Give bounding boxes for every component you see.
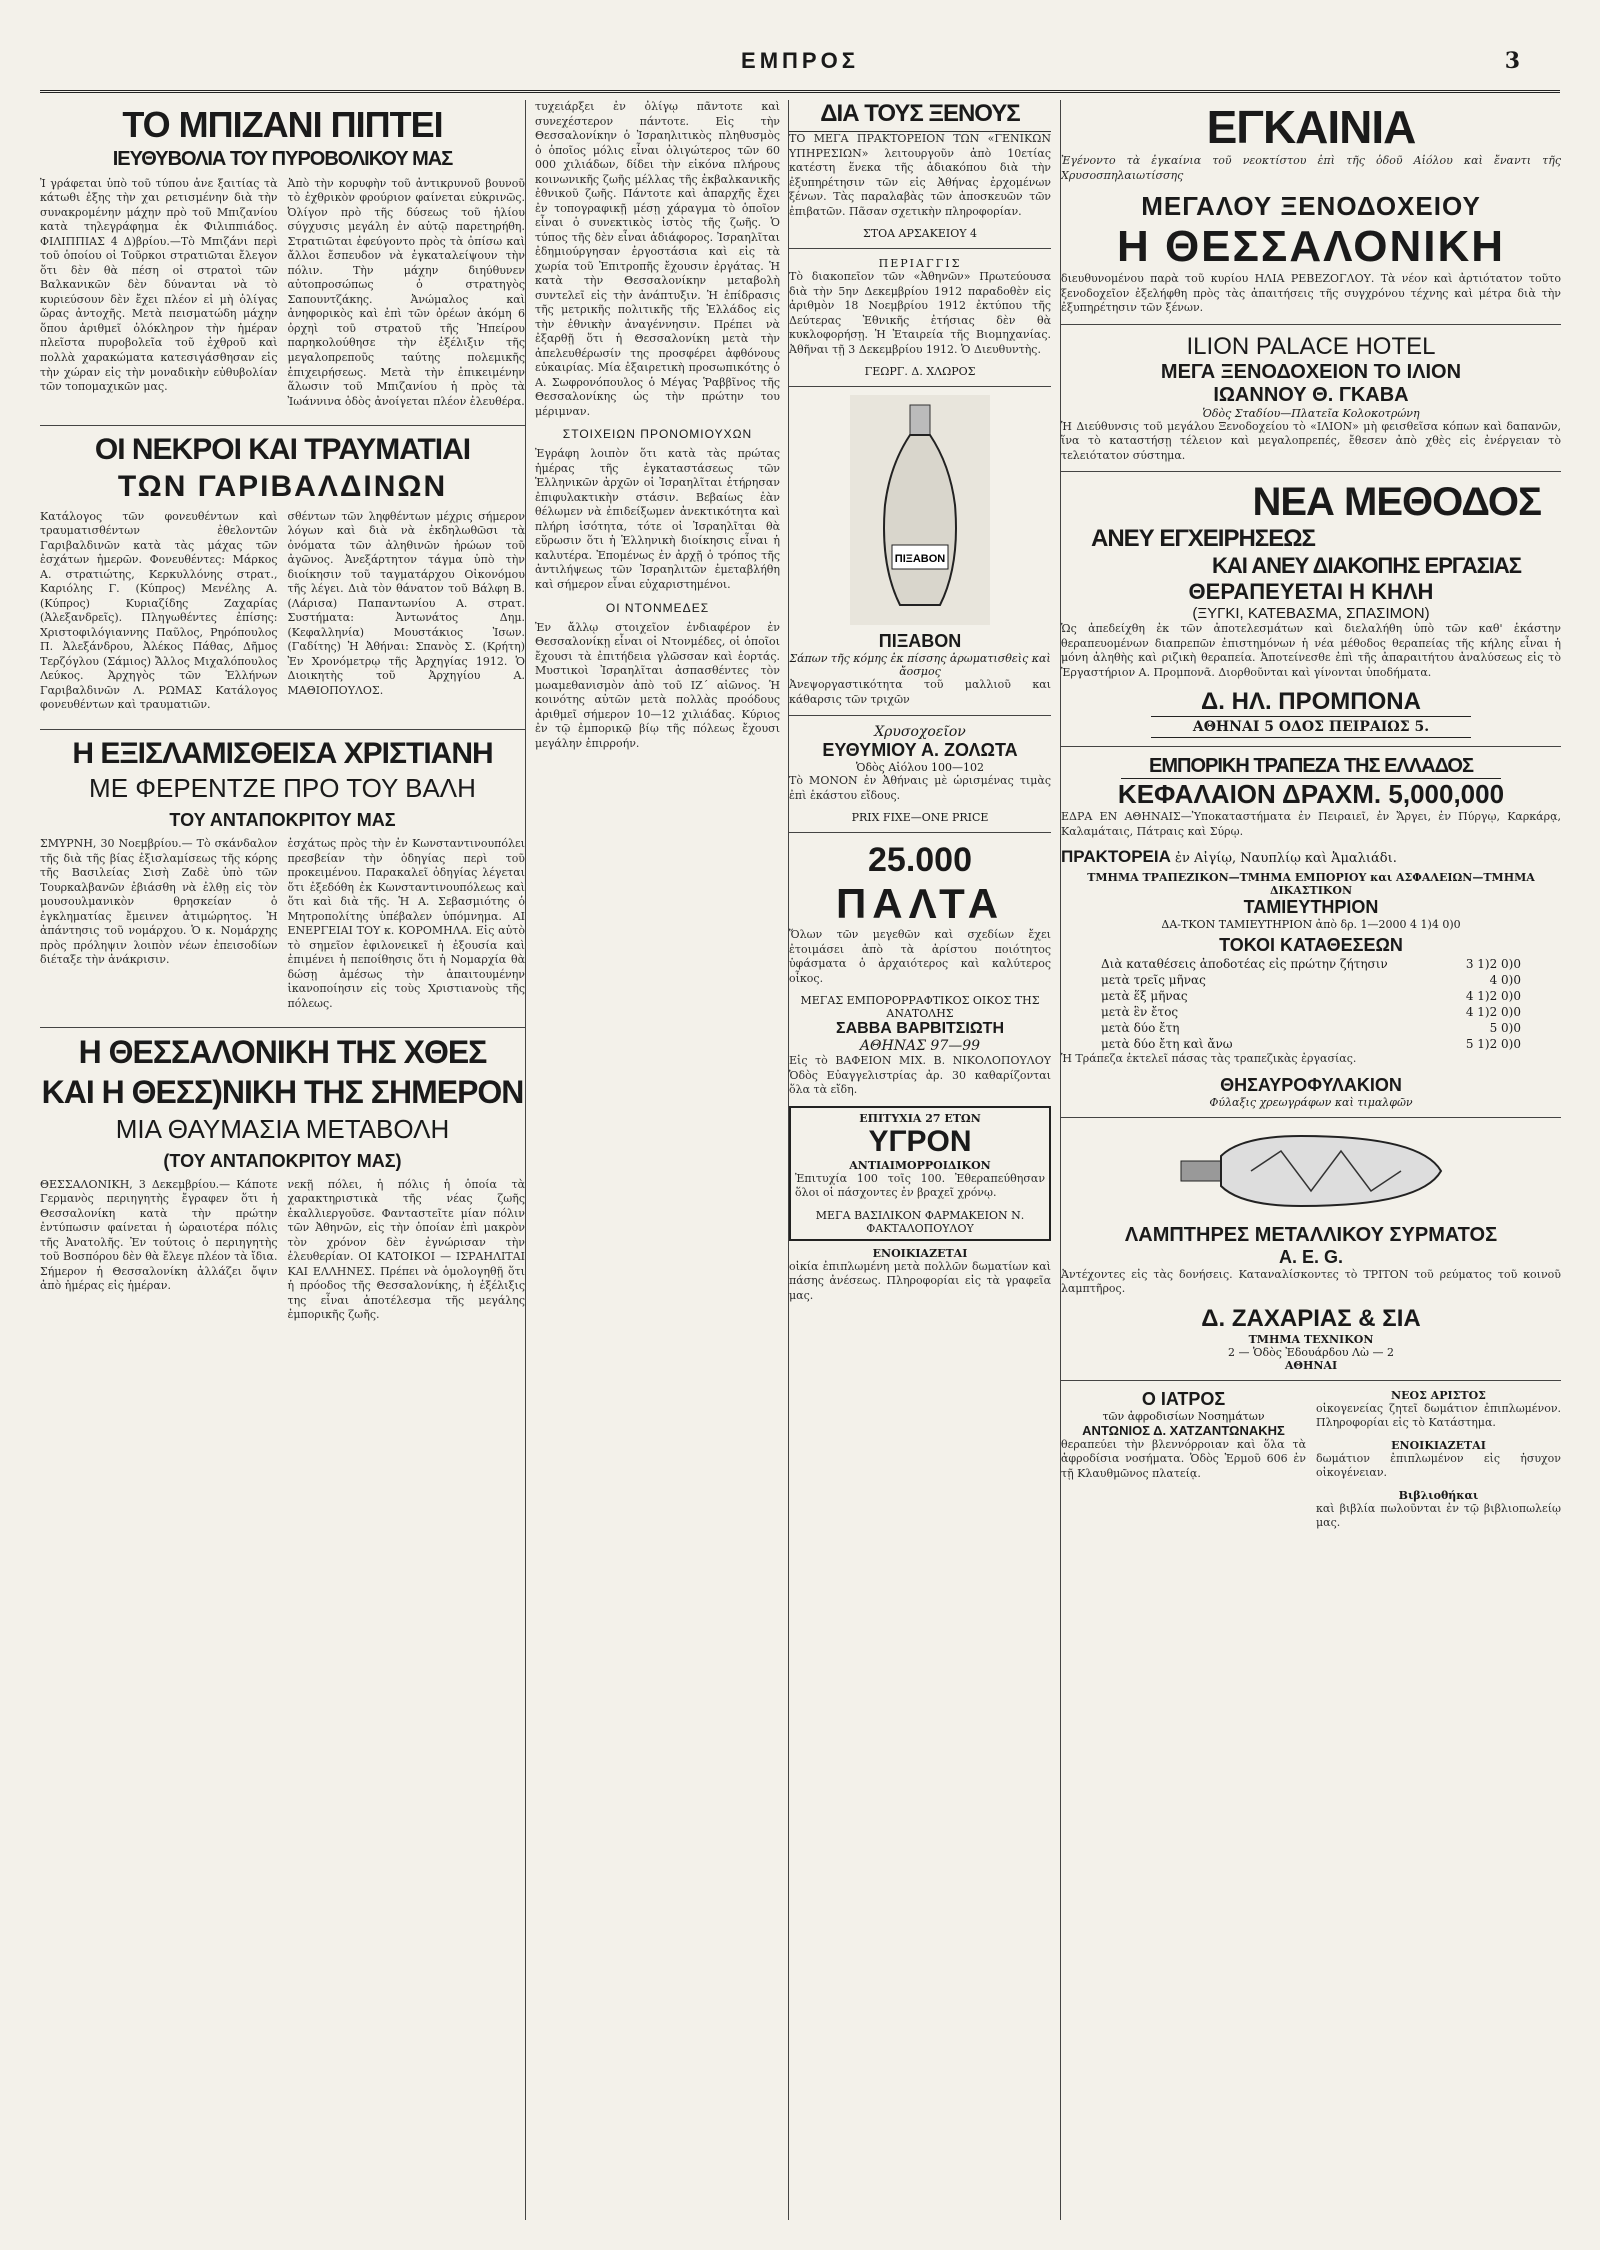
ad-new-method-title: ΝΕΑ ΜΕΘΟΔΟΣ	[1252, 480, 1541, 525]
ad-aeg-address: 2 — Ὁδὸς Ἐδουάρδου Λὼ — 2	[1228, 1345, 1394, 1359]
ad-pixavon	[789, 395, 1051, 707]
bank-departments: ΤΜΗΜΑ ΤΡΑΠΕΖΙΚΟΝ—ΤΜΗΜΑ ΕΜΠΟΡΙΟΥ και ΑΣΦΑΛΕΙΩΝ—ΤΜΗΜΑ ΔΙΚΑΣΤΙΚΟΝ	[1087, 871, 1535, 898]
ad-aeg-title: ΛΑΜΠΤΗΡΕΣ ΜΕΤΑΛΛΙΚΟΥ ΣΥΡΜΑΤΟΣ	[1124, 1223, 1498, 1246]
ad-hotel-name-1: ΜΕΓΑΛΟΥ ΞΕΝΟΔΟΧΕΙΟΥ	[1141, 191, 1481, 222]
ad-foreigners-title: ΔΙΑ ΤΟΥΣ ΞΕΝΟΥΣ	[789, 100, 1051, 132]
ad-books-title: Βιβλιοθήκαι	[1398, 1488, 1479, 1502]
ad-new-method-sub3: ΘΕΡΑΠΕΥΕΤΑΙ Η ΚΗΛΗ	[1188, 579, 1434, 605]
bank-capital: ΚΕΦΑΛΑΙΟΝ ΔΡΑΧΜ. 5,000,000	[1117, 779, 1505, 810]
ad-notice	[789, 257, 1051, 378]
bank-agencies-text: ἐν Αἰγίῳ, Ναυπλίῳ καὶ Ἀμαλιάδι.	[1175, 851, 1397, 867]
body-col2-main: τυχειάρξει ἐν ὀλίγῳ πᾶντοτε καὶ συνεχέστερον πάντοτε. Εἰς τὴν Θεσσαλονίκην ὁ Ἰσραηλιτικὸς πληθυσμὸς ὁ ὁποῖος μόλις εἶναι ὀλιγώτερος τῶν 60 000 χιλιάδων, δίδει τὴν εἰκόνα πλήρους κοινωνικῆς ζωῆς μέλλας τῆς ἐκβαλκανικῆς ἐθνικοῦ ζωῆς. Πάντοτε καὶ ἀπαρχῆς ἔχει ἐν τοπογραφικῇ μέσῃ χάραγμα τὸ ὁποῖον εἶναι ὁ συνεκτικὸς ἱστὸς τῆς ζωῆς. Ὁ τύπος τῆς δὲν εἶναι ἀδιάφορος. Ἰσραηλῖται ἐδημιούργησαν ἐργοστάσια καὶ εἰς τὰ χωρία τοῦ Ἐπιτροπῆς ἔχουσιν ἐργάτας. Ἡ κατὰ τὴν Θεσσαλονίκην μεταβολὴ συντελεῖ εἰς τὴν ἀνάπτυξιν. Ἡ ἐπίδρασις τῆς μετρικῆς πολιτικῆς τῆς Ἑλλάδος εἰς τὴν ἐθνικὴν ἀναγέννησιν. Πρέπει νὰ ἐξαρθῇ ὅτι ἡ Θεσσαλονίκη μετὰ τὴν ἀπελευθέρωσίν της προσφέρει ἀφθόνους εὐκαιρίας. Μία ἐξαιρετικὴ προσωπικότης ὁ Α. Σωφρονόπουλος ὁ Μέγας Ῥαββῖνος τῆς Θεσσαλονίκης ὡς τὴν πρώτην του μέριμναν.	[535, 100, 780, 418]
ad-doctor	[1061, 1389, 1306, 1539]
bank-title: ΕΜΠΟΡΙΚΗ ΤΡΑΠΕΖΑ ΤΗΣ ΕΛΛΑΔΟΣ	[1121, 755, 1501, 779]
ad-aeg-text: Ἀντέχοντες εἰς τὰς δονήσεις. Καταναλίσκοντες τὸ ΤΡΙΤΟΝ τοῦ ρεύματος τοῦ κοινοῦ λαμπτῆρος.	[1061, 1267, 1561, 1296]
ad-ilion-text: Ἡ Διεύθυνσις τοῦ μεγάλου Ξενοδοχείου τὸ «ΙΛΙΟΝ» μὴ φεισθεῖσα κόπων καὶ δαπανῶν, ἵνα τὸ καταστήσῃ τέλειον καὶ μεγαλοπρεπές, ἔθεσεν ἀπὸ χθὲς εἰς ἐνέργειαν τὸ τελειότατον σύστημα.	[1061, 419, 1561, 462]
rate-row: μετὰ ἓν ἔτος 4 1)2 0)0	[1101, 1005, 1521, 1020]
ad-aeg-company: Δ. ΖΑΧΑΡΙΑΣ & ΣΙΑ	[1201, 1304, 1421, 1332]
ad-for-rent-title: ΕΝΟΙΚΙΑΖΕΤΑΙ	[872, 1246, 968, 1260]
ad-coats-owner: ΣΑΒΒΑ ΒΑΡΒΙΤΣΙΩΤΗ	[835, 1020, 1005, 1038]
ad-hygron	[789, 1106, 1051, 1241]
newspaper-page	[40, 20, 1560, 2230]
subhead-bizani: ΙΕΥΘΥΒΟΛΙΑ ΤΟΥ ΠΥΡΟΒΟΛΙΚΟΥ ΜΑΣ	[112, 147, 453, 170]
ad-coats-text2: Εἰς τὸ ΒΑΦΕΙΟΝ ΜΙΧ. Β. ΝΙΚΟΛΟΠΟΥΛΟΥ Ὁδὸς Εὐαγγελιστρίας ἀρ. 30 καθαρίζονται ὅλα τὰ εἴδη.	[789, 1054, 1051, 1097]
ad-new-method-sub4: (ΞΥΓΚΙ, ΚΑΤΕΒΑΣΜΑ, ΣΠΑΣΙΜΟΝ)	[1192, 605, 1430, 623]
ad-notice-title: ΠΕΡΙΑΓΓΙΣ	[878, 257, 962, 271]
ad-jeweler	[789, 724, 1051, 824]
ad-ilion-hotel	[1061, 333, 1561, 464]
pixavon-bottle-label: ΠΙΞΑΒΟΝ	[894, 553, 946, 566]
ad-pixavon-title: ΠΙΞΑΒΟΝ	[878, 631, 962, 652]
ad-jeweler-label: Χρυσοχοεῖον	[874, 724, 966, 741]
body-garibaldini-left: Κατάλογος τῶν φονευθέντων καὶ τραυματισθέντων ἐθελοντῶν Γαριβαλδινῶν κατὰ τὰς μάχας τῶν ἐσχάτων ἡμερῶν. Φονευθέντες: Μάρκος Α. στρατιώτης, Κερκυλλόνης στρατ., Καριόλης Γ. (Κύπρος) Μενέλης Α. (Κύπρος) Κυριαζίδης Ζαχαρίας (Ἀλεξανδρεῖς). Πληγωθέντες ἐπίσης: Χριστοφιλόγιαννης Παῦλος, Ρηρόπουλος Π. Ἀλεξάνδρου, Ἀλέκος Πάθας, Δῆμος Τερζόγλου (Σάμιος) Ἄλλος Μιχαλόπουλος Λεύκος. Ἀρχηγὸς τῶν Ἑλλήνων Γαριβαλδινῶν Λ. ΡΩΜΑΣ Κατάλογος φονευθέντων καὶ τραυματιῶν.	[40, 509, 278, 712]
ad-foreigners	[789, 100, 1051, 240]
ad-notice-family-title: ΝΕΟΣ ΑΡΙΣΤΟΣ	[1391, 1388, 1486, 1402]
ad-hotel-thessaloniki	[1061, 100, 1561, 316]
column-3	[788, 100, 1051, 2220]
ad-aeg-brand: A. E. G.	[1278, 1246, 1343, 1267]
ad-rent-room-title: ΕΝΟΙΚΙΑΖΕΤΑΙ	[1391, 1438, 1486, 1452]
ad-for-rent-text: οἰκία ἐπιπλωμένη μετὰ πολλῶν δωματίων καὶ πάσης ἀνέσεως. Πληροφορίαι εἰς τὰ γραφεῖα μας.	[789, 1259, 1051, 1302]
page-number: 3	[1504, 48, 1520, 74]
newspaper-title: ΕΜΠΡΟΣ	[741, 48, 859, 73]
byline-thessaloniki: (ΤΟΥ ΑΝΤΑΠΟΚΡΙΤΟΥ ΜΑΣ)	[163, 1150, 402, 1171]
ad-notice-family-text: οἰκογενείας ζητεῖ δωμάτιον ἐπιπλωμένον. Πληροφορίαι εἰς τὸ Κατάστημα.	[1316, 1401, 1561, 1430]
column-4	[1060, 100, 1561, 2220]
ad-inauguration-title: ΕΓΚΑΙΝΙΑ	[1206, 101, 1416, 153]
subhead-thessaloniki: ΜΙΑ ΘΑΥΜΑΣΙΑ ΜΕΤΑΒΟΛΗ	[115, 1113, 450, 1144]
body-islamized-left: ΣΜΥΡΝΗ, 30 Νοεμβρίου.— Τὸ σκάνδαλον τῆς διὰ τῆς βίας ἐξισλαμίσεως τῆς κόρης τῆς Βασιλείας Σισὴ Ζαδὲ ὑπὸ τῶν Τουρκαλβανῶν ἐβιάσθη νὰ ἐλθῃ εἰς τὸν μουσουλμανικὸν θρησκείαν ὁ ἐγκληματίας ἔμεινεν ἀτιμώρητος. Ἡ ἀπάντησις τοῦ νομάρχου. Ὁ κ. Νομάρχης πρὸς πρόληψιν λοιπὸν νέων ἐπεισοδίων διέταξε τὴν ἀνάκρισιν.	[40, 837, 278, 967]
article-islamized	[40, 738, 525, 1020]
subhead-donmeh: ΟΙ ΝΤΟΝΜΕΔΕΣ	[605, 600, 710, 615]
ad-coats-text: Ὅλων τῶν μεγεθῶν καὶ σχεδίων ἔχει ἐτοιμάσει ἀπὸ τὰ ἀρίστου ποιότητος ὑφάσματα ὁ ἀρχαιότερος καὶ καλύτερος οἶκος.	[789, 928, 1051, 985]
ad-ilion-owner: ΙΩΑΝΝΟΥ Θ. ΓΚΑΒΑ	[1213, 383, 1409, 406]
ad-new-method-sub1: ΑΝΕΥ ΕΓΧΕΙΡΗΣΕΩΣ	[1091, 525, 1315, 553]
bank-savings: ΤΑΜΙΕΥΤΗΡΙΟΝ	[1243, 897, 1379, 918]
rate-row: μετὰ δύο ἔτη 5 0)0	[1101, 1021, 1521, 1036]
headline-garibaldini: ΟΙ ΝΕΚΡΟΙ ΚΑΙ ΤΡΑΥΜΑΤΙΑΙ	[94, 433, 471, 467]
subhead-garibaldini: ΤΩΝ ΓΑΡΙΒΑΛΔΙΝΩΝ	[117, 469, 448, 503]
ad-coats	[789, 841, 1051, 1098]
ad-notice-sign: ΓΕΩΡΓ. Δ. ΧΛΩΡΟΣ	[864, 365, 976, 379]
article-thessaloniki	[40, 1036, 525, 1330]
masthead	[40, 20, 1560, 93]
ad-small-notices	[1316, 1389, 1561, 1539]
bank-text: Ἡ Τράπεζα ἐκτελεῖ πάσας τὰς τραπεζικὰς ἐργασίας.	[1061, 1052, 1357, 1066]
ad-coats-house: ΜΕΓΑΣ ΕΜΠΟΡΟΡΡΑΦΤΙΚΟΣ ΟΙΚΟΣ ΤΗΣ ΑΝΑΤΟΛΗΣ	[800, 994, 1040, 1021]
body-thessaloniki-right: νεκῇ πόλει, ἡ πόλις ἡ ὁποία τὰ χαρακτηριστικὰ τῆς νέας ζωῆς ἐκαλλιεργοῦσε. Φανταστεῖτε μίαν πόλιν τῶν Ἀθηνῶν, εἰς τὴν ὁποίαν ἐπὶ μακρὸν τὸν χρόνον δὲν ἐγνώρισαν τὴν ἐλευθερίαν. ΟΙ ΚΑΤΟΙΚΟΙ — ΙΣΡΑΗΛΙΤΑΙ ΚΑΙ ΕΛΛΗΝΕΣ. Πρέπει νὰ ὁμολογηθῇ ὅτι ἡ πρόοδος τῆς Θεσσαλονίκης, ἡ ἐξέλιξις της εἶναι ἀποτέλεσμα τῆς μεγάλης ἐμπορικῆς ζωῆς.	[287, 1177, 525, 1322]
ad-jeweler-price: PRIX FIXE—ONE PRICE	[851, 811, 989, 825]
ad-books-text: καὶ βιβλία πωλοῦνται ἐν τῷ βιβλιοπωλείῳ μας.	[1316, 1501, 1561, 1530]
ad-notice-text: Τὸ διακοπεῖον τῶν «Ἀθηνῶν» Πρωτεύουσα διὰ τὴν 5ην Δεκεμβρίου 1912 παραδοθὲν εἰς ἀριθμὸν 18 Νοεμβρίου 1912 ἐκτύπου τῆς Δεύτερας Ἐθνικῆς ἐτήσιας δὲν θὰ κυκλοφορήσῃ. Ἡ Ἑταιρεία τῆς Βιομηχανίας. Ἀθῆναι τῇ 3 Δεκεμβρίου 1912. Ὁ Διευθυντὴς.	[789, 270, 1051, 356]
ad-doctor-title: Ο ΙΑΤΡΟΣ	[1141, 1388, 1226, 1409]
ad-coats-address: ΑΘΗΝΑΣ 97—99	[859, 1038, 981, 1055]
ad-doctor-text: θεραπεύει τὴν βλεννόρροιαν καὶ ὅλα τὰ ἀφροδίσια νοσήματα. Ὁδὸς Ἑρμοῦ 606 ἐν τῇ Κλαυθμῶνος πλατείᾳ.	[1061, 1437, 1306, 1480]
ad-new-method-name: Δ. ΗΛ. ΠΡΟΜΠΟΝΑ	[1201, 688, 1421, 716]
ad-jeweler-text: Τὸ ΜΟΝΟΝ ἐν Ἀθήναις μὲ ὡρισμένας τιμὰς ἐπὶ ἑκάστου εἴδους.	[789, 774, 1051, 802]
ad-aeg-city: ΑΘΗΝΑΙ	[1284, 1358, 1338, 1372]
ad-coats-number: 25.000	[868, 841, 972, 880]
ad-inauguration-text: Ἐγένοντο τὰ ἐγκαίνια τοῦ νεοκτίστου ἐπὶ τῆς ὁδοῦ Αἰόλου καὶ ἔναντι τῆς Χρυσοσπηλαιωτίσσης	[1061, 154, 1561, 182]
rate-row: μετὰ τρεῖς μῆνας 4 0)0	[1101, 973, 1521, 988]
headline-islamized: Η ΕΞΙΣΛΑΜΙΣΘΕΙΣΑ ΧΡΙΣΤΙΑΝΗ	[72, 736, 493, 770]
rate-row: μετὰ ἕξ μῆνας 4 1)2 0)0	[1101, 989, 1521, 1004]
ad-ilion-address: Ὁδὸς Σταδίου—Πλατεῖα Κολοκοτρώνη	[1202, 406, 1420, 420]
light-bulb-icon	[1161, 1126, 1461, 1216]
ad-hotel-text: διευθυνομένου παρὰ τοῦ κυρίου ΗΛΙΑ ΡΕΒΕΖΟΓΛΟΥ. Τὰ νέον καὶ ἀρτιότατον τοῦτο ξενοδοχεῖον ἐξελήφθη πρὸς τὰς ἀπαιτήσεις τῆς συγχρόνου τέχνης καὶ μέτρα διὰ τὴν ἐξυπηρέτησιν τῶν ξένων.	[1061, 272, 1561, 315]
byline-islamized: ΤΟΥ ΑΝΤΑΠΟΚΡΙΤΟΥ ΜΑΣ	[169, 810, 396, 831]
ad-foreigners-address: ΣΤΟΑ ΑΡΣΑΚΕΙΟΥ 4	[862, 227, 977, 241]
ad-hotel-name-2: Η ΘΕΣΣΑΛΟΝΙΚΗ	[1116, 222, 1506, 272]
subhead-privileged: ΣΤΟΙΧΕΙΩΝ ΠΡΟΝΟΜΙΟΥΧΩΝ	[562, 427, 753, 442]
body-bizani-right: Ἀπὸ τὴν κορυφὴν τοῦ ἀντικρυνοῦ βουνοῦ τὸ ἐχθρικὸν φρούριον φαίνεται εὐκρινῶς. Ὀλίγον πρὸ τῆς δύσεως τοῦ ἡλίου σύγχυσις μεγάλη ἐν αὐτῷ παρετηρήθη. Στρατιῶται ἐφεύγοντο πρὸς τὰ ὀπίσω καὶ ἄλλοι ἔσπευδον νὰ ἐγκαταλείψουν τὴν πόλιν. Τὴν μάχην διηύθυνεν αὐτοπροσώπως ὁ στρατηγὸς Σαπουντζάκης. Ἀνώμαλος καὶ ἀνηφορικὸς καὶ ἐπὶ τῶν ὀρέων ἀκόμη 6 ὀρχηὶ τοῦ στρατοῦ τῆς Ἠπείρου παρηκολούθησε τὴν ἐξέλιξιν τῆς μεγαλοπρεποῦς ταύτης πολεμικῆς ἐπιχειρήσεως. Μετὰ τὴν ἐπικειμένην ἅλωσιν τοῦ Μπιζανίου ἡ πρὸς τὰ Ἰωάννινα ὁδὸς ἀνοίγεται πλέον ἐλευθέρα.	[287, 176, 525, 408]
bank-vault-text: Φύλαξις χρεωγράφων καὶ τιμαλφῶν	[1209, 1095, 1413, 1109]
body-col2-privileged: Ἐγράφη λοιπὸν ὅτι κατὰ τὰς πρώτας ἡμέρας τῆς ἐγκαταστάσεως τῶν Ἑλληνικῶν ἀρχῶν οἱ Ἰσραηλῖται ἐτήρησαν ἐπιφυλακτικὴν στάσιν. Βεβαίως ἐὰν θέλωμεν νὰ ἐπιδείξωμεν ἀνεκτικότητα καὶ πλήρη ἰσότητα, τότε οἱ Ἰσραηλῖται θὰ εὕρωσιν ὅτι ἡ Ἑλληνικὴ διοίκησις εἶναι ἡ καλυτέρα. Ἐπομένως ἐν ἀρχῇ ὁ τρόπος τῆς ἀντιλήψεως τῶν Ἰσραηλιτῶν ἐμεταβλήθη καὶ σήμερον εἶναι εὐχαριστημένοι.	[535, 447, 780, 591]
ad-ilion-subtitle: ΜΕΓΑ ΞΕΝΟΔΟΧΕΙΟΝ ΤΟ ΙΛΙΟΝ	[1160, 360, 1462, 383]
ad-rent-room-text: δωμάτιον ἐπιπλωμένον εἰς ἡσυχον οἰκογένειαν.	[1316, 1451, 1561, 1480]
bank-seat: ΕΔΡΑ ΕΝ ΑΘΗΝΑΙΣ—Ὑποκαταστήματα ἐν Πειραιεῖ, ἐν Ἄργει, ἐν Πύργῳ, Καρκάρᾳ, Καλαμάταις, Πάτραις καὶ Σύρῳ.	[1061, 810, 1561, 838]
ad-hygron-text: Ἐπιτυχία 100 τοῖς 100. Ἐθεραπεύθησαν ὅλοι οἱ πάσχοντες ἐν βραχεῖ χρόνῳ.	[795, 1171, 1045, 1200]
article-garibaldini	[40, 434, 525, 721]
bank-agencies: ΠΡΑΚΤΟΡΕΙΑ	[1061, 847, 1171, 867]
ad-aeg-department: ΤΜΗΜΑ ΤΕΧΝΙΚΟΝ	[1248, 1332, 1374, 1346]
ad-hygron-subtitle: ΑΝΤΙΑΙΜΟΡΡΟΙΔΙΚΟΝ	[849, 1158, 991, 1172]
ad-new-method-address: ΑΘΗΝΑΙ 5 ΟΔΟΣ ΠΕΙΡΑΙΩΣ 5.	[1151, 716, 1471, 738]
ad-new-method-text: Ὡς ἀπεδείχθη ἐκ τῶν ἀποτελεσμάτων καὶ διελαλήθη ὑπὸ τῶν καθ' ἑκάστην θεραπευομένων διαπρεπῶν ἐπιστημόνων ἡ νέα μέθοδος θεραπείας τῆς κήλης εἶναι ἡ μόνη ἀληθὴς καὶ ριζικὴ θεραπεία. Ἀποτείνεσθε ἐπὶ τῆς ἀπαραιτήτου ἀναλύσεως εἰς τὸ Ἐργαστήριον Α. Προμπονᾶ. Διορθοῦνται καὶ γίνονται ὑποδήματα.	[1061, 622, 1561, 679]
ad-ilion-title: ILION PALACE HOTEL	[1186, 332, 1436, 360]
body-islamized-right: ἐσχάτως πρὸς τὴν ἐν Κωνσταντινουπόλει πρεσβείαν τὴν ὁδηγίας περὶ τοῦ προκειμένου. Παρακαλεῖ ὁδηγίας λέγεται ὅτι ἐξεδόθη ἐκ Κωνσταντινουπόλεως καὶ ὅτι καὶ διὰ τῆς. Ἡ Α. Σεβασμιότης ὁ Μητροπολίτης ὑπέβαλεν ὑπόμνημα. ΑΙ ΕΝΕΡΓΕΙΑΙ ΤΟΥ κ. ΚΟΡΟΜΗΛΑ. Εἰς αὐτὸ τὸ σημεῖον ἐφιλονεικεῖ ἡ ἐξουσία καὶ ἐπιμένει ἡ πεποίθησις ὅτι ἡ Νομαρχία θὰ δώσῃ ἀμέσως τὴν ἀπαιτουμένην ἱκανοποίησιν εἰς τοὺς Χριστιανοὺς τῆς πόλεως.	[287, 837, 525, 1010]
body-bizani-left: Ἰ γράφεται ὑπὸ τοῦ τύπου ἀνε ξαιτίας τὰ κάτωθι ἐξης τὴν χαι ρετισμένην διὰ τὴν συνακρομένην μάχην πρὸ τοῦ Μπιζανίου κατὰ τηλεγράφημα ἐκ Φιλιππιάδος. ΦΙΛΙΠΠΙΑΣ 4 Δ)βρίου.—Τὸ Μπιζάνι περὶ τοῦ ὁποίου οἱ Τοῦρκοι στρατιῶται ἔλεγον ὅτι δὲν θὰ πέση οἱ στρατοὶ τῶν Βαλκανικῶν δὲν δύνανται νὰ τὸ κυριεύσουν δὲν ἔχει πλέον εἰ μὴ ὀλίγας ὥρας ἀντοχῆς. Μετὰ πεισματώδη μάχην ὅπου ἀριθμεῖ ὁλόκληρον τὴν ἡμέραν πλεῖστα πυροβολεῖα τοῦ ἐχθροῦ καὶ πολλὰ χαρακώματα κατεσιγάσθησαν εἰς τὴν χώραν εἰς τὴν μοναδικὴν εὐθυβολίαν τῶν τοπομαχικῶν μας.	[40, 176, 278, 394]
pixavon-bottle-icon	[850, 395, 990, 625]
column-2	[535, 100, 780, 2220]
article-bizani	[40, 106, 525, 417]
ad-pixavon-text: Ἀνεψοργαστικότητα τοῦ μαλλιοῦ και κάθαρσις τῶν τριχῶν	[789, 678, 1051, 706]
ad-bank	[1061, 755, 1561, 1109]
rate-row: μετὰ δύο ἔτη καὶ ἄνω 5 1)2 0)0	[1101, 1037, 1521, 1052]
ad-doctor-name: ΑΝΤΩΝΙΟΣ Δ. ΧΑΤΖΑΝΤΩΝΑΚΗΣ	[1082, 1422, 1285, 1438]
ad-foreigners-text: ΤΟ ΜΕΓΑ ΠΡΑΚΤΟΡΕΙΟΝ ΤΩΝ «ΓΕΝΙΚΩΝ ΥΠΗΡΕΣΙΩΝ» λειτουργοῦν ἀπὸ 10ετίας κατέστη ἕνεκα τῆς ἀδιακόπου διὰ τὴν ἐξυπηρέτησιν τῶν εἰς Ἀθήνας ἐρχομένων ξένων. Τὰς παραλαβὰς τῶν ἀποσκευῶν τῶν ἐπιβατῶν. Πᾶσαν σχετικὴν πληροφορίαν.	[789, 132, 1051, 218]
headline-thessaloniki-1: Η ΘΕΣΣΑΛΟΝΙΚΗ ΤΗΣ ΧΘΕΣ	[78, 1034, 487, 1071]
rate-row: Διὰ καταθέσεις ἀποδοτέας εἰς πρώτην ζήτησιν 3 1)2 0)0	[1101, 957, 1521, 972]
ad-jeweler-name: ΕΥΘΥΜΙΟΥ Α. ΖΟΛΩΤΑ	[822, 740, 1018, 761]
ad-new-method-sub2: ΚΑΙ ΑΝΕΥ ΔΙΑΚΟΠΗΣ ΕΡΓΑΣΙΑΣ	[1212, 553, 1521, 579]
ad-bottom-row	[1061, 1389, 1561, 1539]
bank-rates-table	[1061, 956, 1561, 1052]
ad-coats-word: ΠΑΛΤΑ	[835, 880, 1005, 928]
ad-hygron-label: ΕΠΙΤΥΧΙΑ 27 ΕΤΩΝ	[859, 1111, 981, 1125]
headline-thessaloniki-2: ΚΑΙ Η ΘΕΣΣ)ΝΙΚΗ ΤΗΣ ΣΗΜΕΡΟΝ	[41, 1074, 524, 1111]
bank-savings-text: ΔΑ-ΤΚΟΝ ΤΑΜΙΕΥΤΗΡΙΟΝ ἀπὸ δρ. 1—2000 4 1)4 0)0	[1161, 918, 1461, 932]
ad-aeg-lamps	[1061, 1126, 1561, 1372]
body-col2-donmeh: Ἐν ἄλλῳ στοιχεῖον ἐνδιαφέρον ἐν Θεσσαλονίκῃ εἶναι οἱ Ντονμέδες, οἱ ὁποῖοι ἔχουσι τὰ ἐπιτήδεια γλῶσσαν καὶ ἑορτάς. Μυστικοὶ Ἰσραηλῖται ἀσπασθέντες τὸν μωαμεθανισμὸν ἀπὸ τοῦ ΙΖ΄ αἰῶνος. Ἡ κοινότης αὐτῶν μετὰ πολλὰς προόδους ἀριθμεῖ σήμερον 10—12 χιλιάδας. Κύριος ἐν τῷ ἐμπορικῷ βίῳ τῆς πόλεως ἔχουσι μεγάλην ἐπιρροήν.	[535, 620, 780, 750]
column-1	[40, 100, 526, 2220]
ad-pixavon-subtitle: Σάπων τῆς κόμης ἐκ πίσσης ἀρωματισθεὶς καὶ ἄοσμος	[789, 652, 1051, 679]
ad-doctor-subtitle: τῶν ἀφροδισίων Νοσημάτων	[1102, 1409, 1265, 1423]
headline-bizani: ΤΟ ΜΠΙΖΑΝΙ ΠΙΠΤΕΙ	[122, 104, 443, 145]
bank-rates-title: ΤΟΚΟΙ ΚΑΤΑΘΕΣΕΩΝ	[1219, 935, 1403, 956]
subhead-islamized: ΜΕ ΦΕΡΕΝΤΖΕ ΠΡΟ ΤΟΥ ΒΑΛΗ	[89, 773, 476, 804]
ad-for-rent	[789, 1247, 1051, 1304]
ad-hygron-pharmacy: ΜΕΓΑ ΒΑΣΙΛΙΚΟΝ ΦΑΡΜΑΚΕΙΟΝ Ν. ΦΑΚΤΑΛΟΠΟΥΛΟΥ	[815, 1208, 1025, 1235]
bank-vault: ΘΗΣΑΥΡΟΦΥΛΑΚΙΟΝ	[1220, 1074, 1402, 1095]
body-garibaldini-right: σθέντων τῶν ληφθέντων μέχρις σήμερον λόγων καὶ διὰ νὰ ἐκδηλωθῶσι τὰ ὀνόματα τῶν ἀληθινῶν ἡρώων τοῦ ἀγῶνος. Ἀνεξάρτητον τάγμα ὑπὸ τὴν διοίκησιν τοῦ ταγματάρχου Οἰκονόμου τῆς λέγει. Διὰ τὸν θάνατον τοῦ Βάλφη Β. (Λάρισα) Παπαντωνίου Α. στρατ. Συστήματα: Ἀντωνάτος Δημ. (Κεφαλληνία) Μουστάκιος Ἰσων. (Γαδίτης) Ἡ Ἀθήναι: Σπανὸς Σ. (Κρήτη) Ἐν Χρονόμετρῳ τῆς Ἀρχηγίας 1912. Ὁ Διοικητὴς τοῦ Ἀρχηγίου Α. ΜΑΘΙΟΠΟΥΛΟΣ.	[287, 509, 525, 697]
body-thessaloniki-left: ΘΕΣΣΑΛΟΝΙΚΗ, 3 Δεκεμβρίου.— Κάποτε Γερμανὸς περιηγητὴς ἔγραφεν ὅτι ἡ Θεσσαλονίκη κατὰ τὴν πρώτην ἐντύπωσιν φαίνεται ἡ ὡραιοτέρα πόλις τῆς Ἀνατολῆς. Ἐν τούτοις ὁ περιηγητὴς τοῦ Βοσπόρου δὲν θὰ ἔλεγε πλέον τὰ ἴδια. Σήμερον ἡ Θεσσαλονίκη ἀλλάζει ὄψιν ἀπὸ ἡμέρας εἰς ἡμέραν.	[40, 1177, 278, 1293]
ad-jeweler-address: Ὁδὸς Αἰόλου 100—102	[855, 761, 984, 775]
ad-hygron-title: ΥΓΡΟΝ	[868, 1124, 972, 1158]
ad-new-method	[1061, 480, 1561, 738]
